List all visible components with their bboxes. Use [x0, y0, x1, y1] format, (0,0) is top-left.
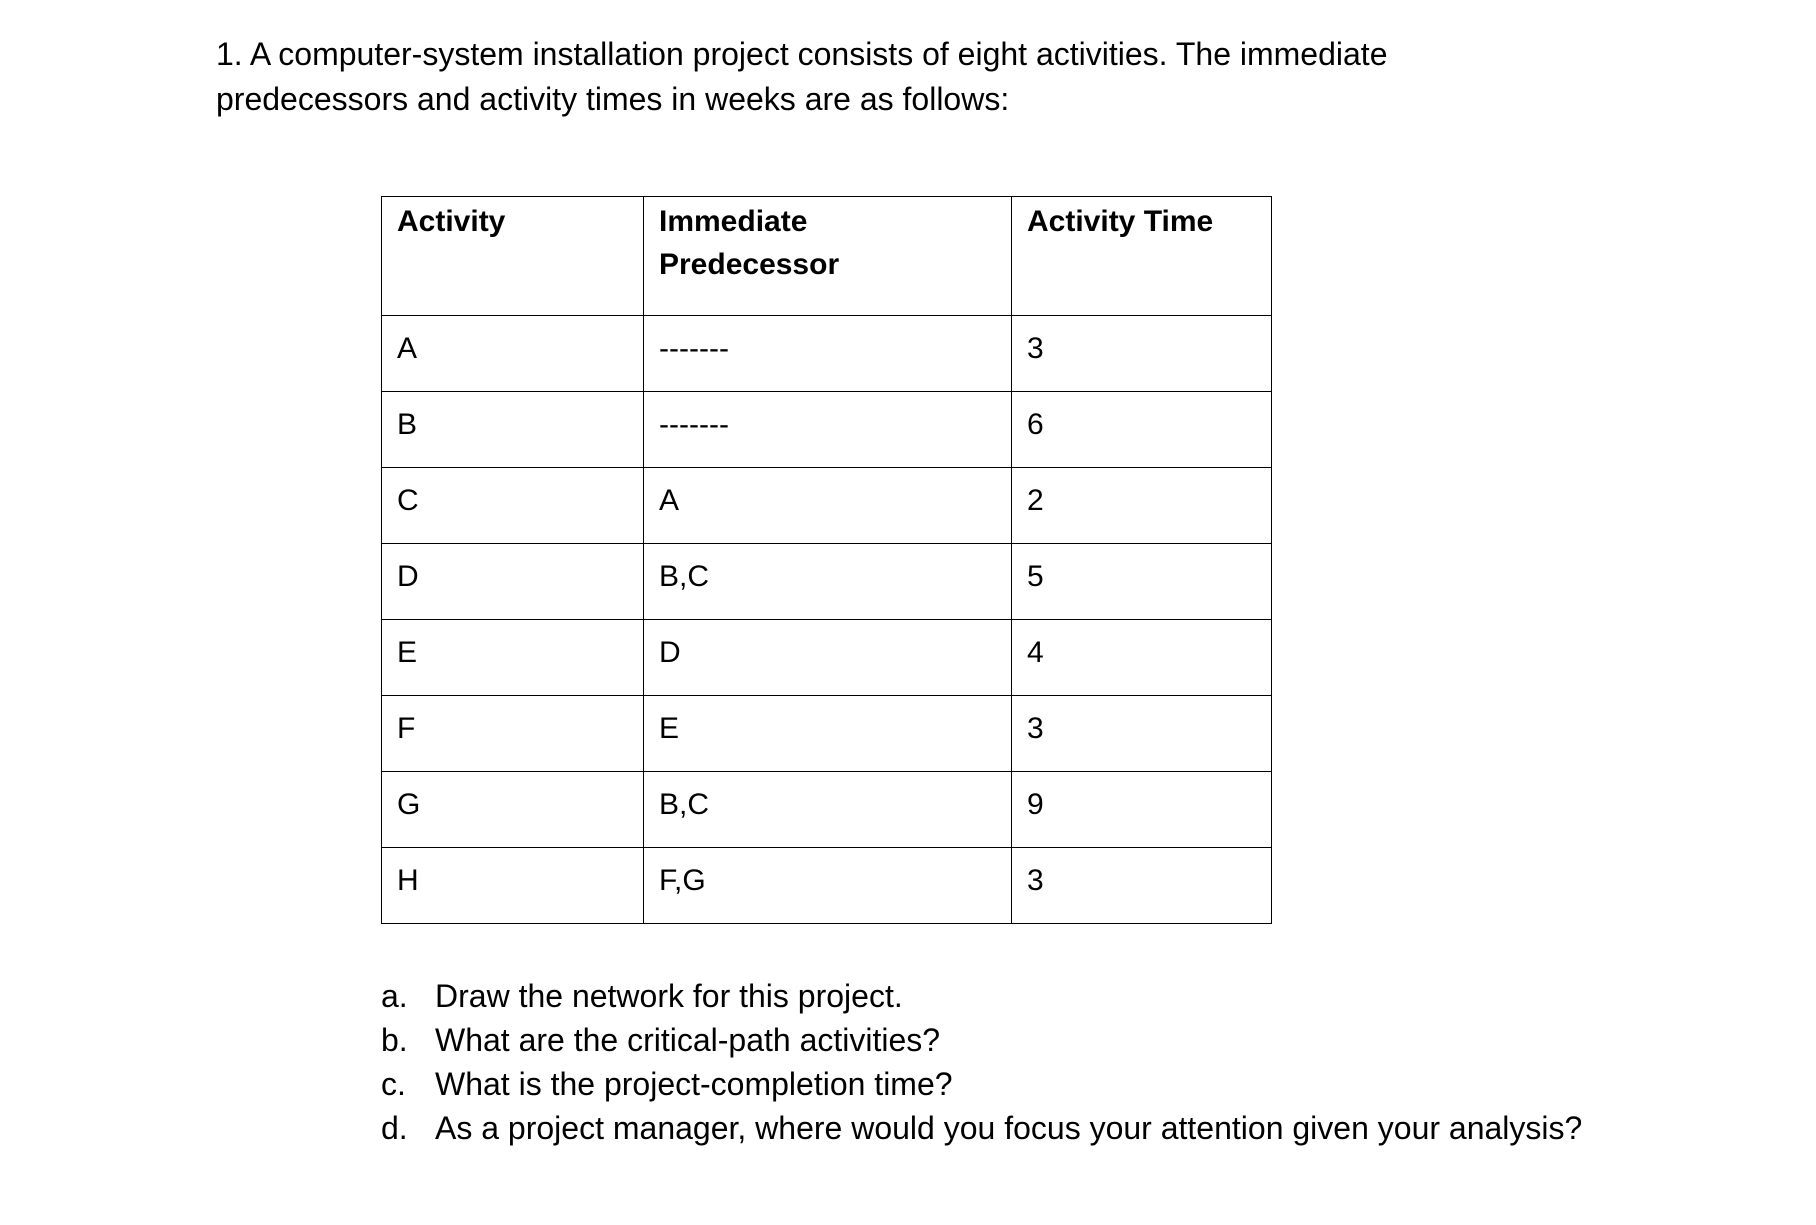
cell-predecessor: ------- [644, 316, 1012, 392]
table-row [382, 392, 1272, 468]
cell-time: 6 [1012, 392, 1272, 468]
problem-line-1: 1. A computer-system installation project consists of eight activities. The immediate [216, 36, 1388, 72]
question-text: As a project manager, where would you focus your attention given your analysis? [435, 1110, 1583, 1146]
table-row [382, 468, 1272, 544]
header-activity: Activity [382, 197, 644, 316]
cell-predecessor: ------- [644, 392, 1012, 468]
cell-time: 4 [1012, 620, 1272, 696]
table-row [382, 544, 1272, 620]
table-row [382, 696, 1272, 772]
table-row [382, 772, 1272, 848]
cell-activity: E [382, 620, 644, 696]
cell-predecessor: A [644, 468, 1012, 544]
cell-time: 3 [1012, 316, 1272, 392]
question-marker: d. [381, 1110, 408, 1146]
header-predecessor-line-1: Immediate [659, 205, 808, 238]
table-row [382, 848, 1272, 924]
question-list [381, 974, 1582, 1150]
question-marker: c. [381, 1066, 406, 1102]
question-text: What are the critical-path activities? [435, 1022, 941, 1058]
question-marker: a. [381, 978, 408, 1014]
table-header-row [382, 197, 1272, 316]
cell-activity: D [382, 544, 644, 620]
cell-activity: F [382, 696, 644, 772]
question-text: What is the project-completion time? [435, 1066, 953, 1102]
question-marker: b. [381, 1022, 408, 1058]
cell-activity: A [382, 316, 644, 392]
list-item [381, 974, 1582, 1018]
table-row [382, 316, 1272, 392]
header-immediate-predecessor [644, 197, 1012, 316]
cell-time: 3 [1012, 696, 1272, 772]
cell-time: 5 [1012, 544, 1272, 620]
cell-predecessor: E [644, 696, 1012, 772]
problem-line-2: predecessors and activity times in weeks are as follows: [216, 81, 1010, 117]
cell-predecessor: B,C [644, 772, 1012, 848]
list-item [381, 1018, 1582, 1062]
cell-activity: B [382, 392, 644, 468]
activity-table [381, 196, 1272, 924]
cell-activity: G [382, 772, 644, 848]
cell-predecessor: B,C [644, 544, 1012, 620]
header-predecessor-line-2: Predecessor [659, 248, 840, 281]
header-activity-time: Activity Time [1012, 197, 1272, 316]
cell-activity: C [382, 468, 644, 544]
cell-predecessor: D [644, 620, 1012, 696]
cell-time: 3 [1012, 848, 1272, 924]
problem-statement [216, 32, 1616, 122]
list-item [381, 1106, 1582, 1150]
cell-time: 2 [1012, 468, 1272, 544]
list-item [381, 1062, 1582, 1106]
question-text: Draw the network for this project. [435, 978, 903, 1014]
cell-predecessor: F,G [644, 848, 1012, 924]
cell-activity: H [382, 848, 644, 924]
table-row [382, 620, 1272, 696]
cell-time: 9 [1012, 772, 1272, 848]
